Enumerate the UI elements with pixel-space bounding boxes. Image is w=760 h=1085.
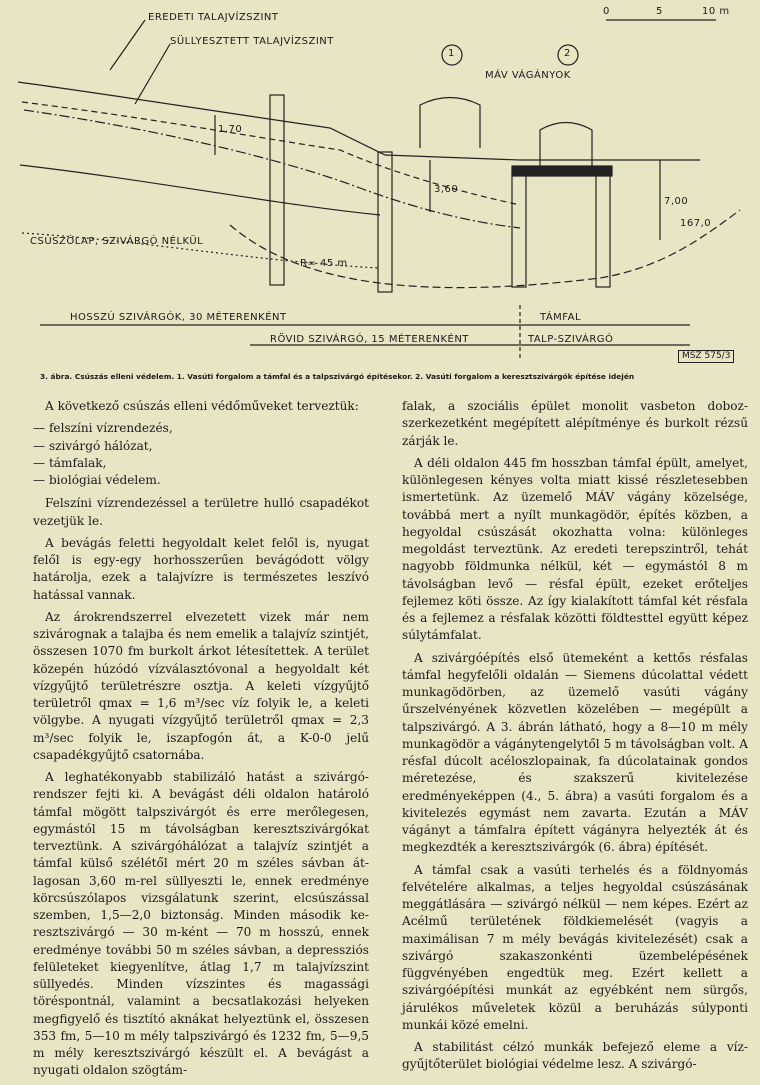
label-mav: MÁV VÁGÁNYOK <box>485 70 571 81</box>
dim-360-label: 3,60 <box>434 184 459 195</box>
csuszolap-label: CSÚSZÓLAP, SZIVÁRGÓ NÉLKÜL <box>30 236 204 247</box>
right-p3: A szivárgóépítés első ütemeként a kettős résfalas támfal hegyfelőli oldalán — Siemens dúcolattal védett munkagödörben, az üzemelő vasúti vágány űrszelvényének közvetlen közelében — megépült a talpszivárgó. A 3. ábrán látható, hogy a 8—10 m mély munkagödör a vágánytengelytől 5 m távolságban volt. A résfal dúcolt acéloszlopainak, fa dúcolatainak gondos méretezése, és szakszerű kivitelezése eredményeképpen (4., 5. ábra) a vasúti forgalom és a kivitelezés egymást nem zavarta. Ezután a MÁV vágányt a támfalra épített vágányra helyezték át és megkezdték a keresztszivárgók (6. ábra) építését. <box>402 650 748 855</box>
label-eredeti: EREDETI TALAJVÍZSZINT <box>148 12 279 23</box>
ground-surface-line <box>18 82 700 160</box>
slip-circle-arc <box>230 210 740 288</box>
right-p4: A támfal csak a vasúti terhelés és a földnyomás felvételére alkalmas, a teljes hegyoldal csúszásának meggátlására — szivárgó nélkül — nem képes. Ezért az Acélmű területének földkiemelését (vagyis a maximálisan 7 m mély bevágás kivitelezését) csak a szivárgó szakaszonkénti üzembelépésének függvényében engedtük meg. Ezért kellett a szivárgóépítési munkát az egyébként nem sürgős, járulékos műveletek közül a beruházás súlyponti munkái közé emelni. <box>402 862 748 1032</box>
label-sullyesztett: SÜLLYESZTETT TALAJVÍZSZINT <box>170 36 334 47</box>
diaphragm-wall-2 <box>596 172 610 287</box>
figure-caption: 3. ábra. Csúszás elleni védelem. 1. Vasúti forgalom a támfal és a talpszivárgó építésekor. 2. Vasúti forgalom a keresztszivárgók építése idején <box>40 372 635 381</box>
circle-1-label: 1 <box>448 48 455 59</box>
hosszu-label: HOSSZÚ SZIVÁRGÓK, 30 MÉTERENKÉNT <box>70 312 287 323</box>
tamfal-label: TÁMFAL <box>540 312 582 323</box>
right-p1: falak, a szociális épület monolit vasbeton dobozszerkezetként megépített alépítménye és burkolt rézsű zárják le. <box>402 399 748 448</box>
left-column <box>33 398 369 1085</box>
radius-label: R= 45 m <box>300 258 348 269</box>
drain-mid <box>378 152 392 292</box>
circle-2-label: 2 <box>564 48 571 59</box>
msz-box: MSZ 575/3 <box>678 350 734 363</box>
scale-10: 10 m <box>702 6 730 17</box>
cross-section-figure <box>0 0 760 368</box>
list-item: — támfalak, <box>33 455 107 470</box>
leader-sullyesztett <box>135 44 170 104</box>
dim-170-label: 1,70 <box>218 124 243 135</box>
right-p5: A stabilitást célzó munkák befejező eleme a vízgyűjtőterület biológiai védelme lesz. A szivárgó- <box>402 1040 748 1072</box>
drain-left <box>270 95 284 285</box>
dim-700-label: 7,00 <box>664 196 689 207</box>
train-1 <box>420 98 480 149</box>
scale-5: 5 <box>656 6 663 17</box>
measures-list <box>33 420 369 489</box>
left-p3: A bevágás feletti hegyoldalt kelet felől is, nyugat felől is egy-egy horhosszerűen bevágódott völgy határolja, ezek a talajvízre is természetes leszívó hatással vannak. <box>33 535 369 602</box>
list-item: — felszíni vízrendezés, <box>33 421 173 436</box>
list-item: — biológiai védelem. <box>33 473 161 487</box>
talp-label: TALP-SZIVÁRGÓ <box>528 334 614 345</box>
head-slab <box>512 166 612 176</box>
right-column <box>402 398 748 1079</box>
lowered-groundwater-line <box>24 110 520 228</box>
diaphragm-wall-1 <box>512 172 526 287</box>
left-p2: Felszíni vízrendezéssel a területre hulló csapadékot vezetjük le. <box>33 496 369 528</box>
left-p5: A leghatékonyabb stabilizáló hatást a szivárgórendszer fejti ki. A bevágást déli oldalon határoló támfal mögött talpszivárgót és erre merőlegesen, egymástól 15 m távolságban keresztszivárgókat terveztünk. A szivárgóhálózat a talajvíz szintjét a támfal külső szélétől mért 20 m széles sávban átlagosan 3,60 m-rel süllyeszti le, ennek eredménye körcsúszólapos vizsgálatunk szerint, elcsúszással szemben, 1,5—2,0 biztonság. Minden második keresztszivárgó — 30 m-ként — 70 m hosszú, ennek eredménye további 50 m széles sávban, a depressziós felületeket kiegyenlítve, átlag 1,7 m talajvízszint süllyedés. Minden vízszintes és magassági töréspontnál, valamint a becsatlakozási helyeken megfigyelő és tisztító aknákat helyeztünk el, összesen 353 fm, 5—10 m mély talpszivárgó és 1232 fm, 5—9,5 m mély keresztszivárgó készült el. A bevágást a nyugati oldalon szögtám- <box>33 770 369 1078</box>
left-p4: Az árokrendszerrel elvezetett vizek már nem szivárognak a talajba és nem emelik a talajvíz szintjét, összesen 1070 fm burkolt árkot létesítettek. A terület közepén húzódó vízválasztóvonal a hegyoldalt két vízgyűjtő területrészre osztja. A keleti vízgyűjtő területről qmax = 1,6 m³/sec víz folyik le, a keleti völgybe. A nyugati vízgyűjtő területről qmax = 2,3 m³/sec folyik le, iszapfogón át, a K-0-0 jelű csapadékgyűjtő csatornába. <box>33 609 369 762</box>
rovid-label: RÖVID SZIVÁRGÓ, 15 MÉTERENKÉNT <box>270 334 469 345</box>
dim-1670-label: 167,0 <box>680 218 712 229</box>
scale-0: 0 <box>603 6 610 17</box>
leader-eredeti <box>110 20 145 70</box>
stratum-line <box>20 165 380 215</box>
list-item: — szivárgó hálózat, <box>33 438 153 453</box>
left-p1: A következő csúszás elleni védőműveket terveztük: <box>45 399 359 413</box>
right-p2: A déli oldalon 445 fm hosszban támfal épült, amelyet, különlegesen kényes volta miatt kissé részletesebben ismertetünk. Az üzemelő MÁV vágány közelsége, továbbá mert a nyílt munkagödör, építés közben, a hegyoldal csúszását okozhatta volna: különleges megoldást terveztünk. Az eredeti terepszintről, tehát nagyobb földmunka nélkül, két — egymástól 8 m távolságban levő — résfal épült, ezeket erőteljes fejlemez köti össze. Az így kialakított támfal két résfala és a fejlemez a résfalak közötti földtesttel együtt képez súlytámfalat. <box>402 455 748 643</box>
